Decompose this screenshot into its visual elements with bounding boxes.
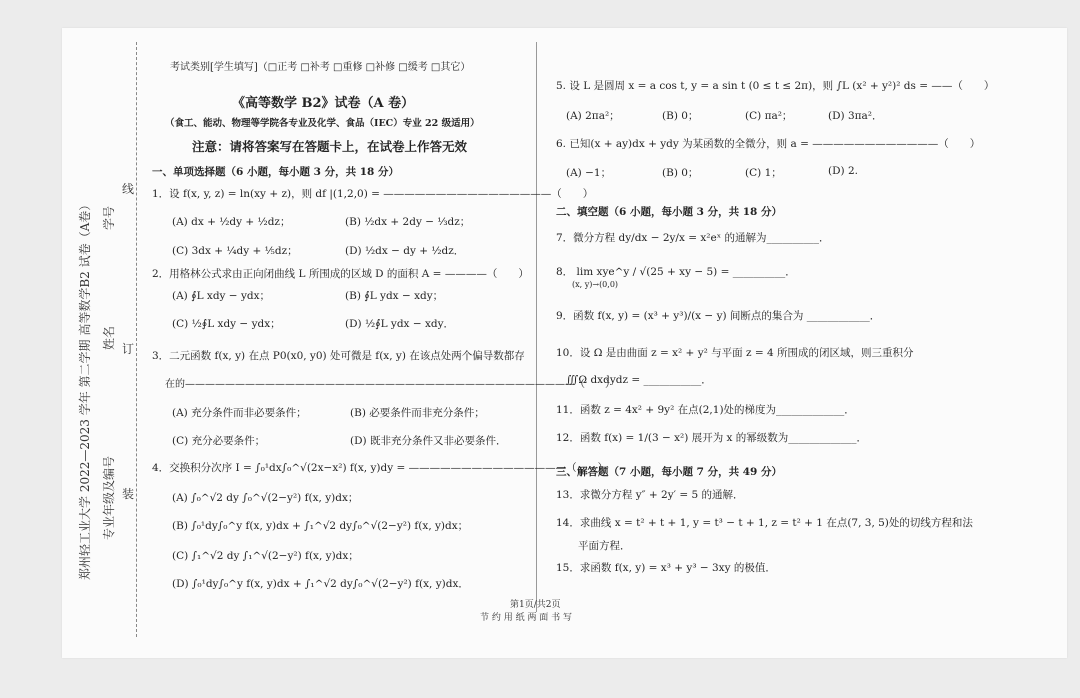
q5-option-c: (C) πa²；: [745, 110, 793, 122]
q1-option-d: (D) ½dx − dy + ½dz．: [345, 245, 465, 257]
q10-text: 10．设 Ω 是由曲面 z = x² + y² 与平面 z = 4 所围成的闭区域，则三重积分: [556, 347, 914, 359]
section2-heading: 二、填空题（6 小题，每小题 3 分，共 18 分）: [556, 206, 783, 218]
q1-text: 1．设 f(x, y, z) = ln(xy + z)，则 df |(1,2,0) = ————————————————（ ）: [152, 188, 594, 200]
section3-heading: 三、解答题（7 小题，每小题 7 分，共 49 分）: [556, 466, 783, 478]
binding-id-label: 学号: [102, 205, 116, 230]
page-number: 第1页/共2页: [510, 600, 561, 610]
column-divider: [536, 42, 537, 612]
q3-option-c: (C) 充分必要条件；: [172, 435, 266, 447]
q2-option-a: (A) ∮L xdy − ydx；: [172, 290, 271, 302]
q2-option-c: (C) ½∮L xdy − ydx；: [172, 318, 281, 330]
q4-option-c: (C) ∫₁^√2 dy ∫₁^√(2−y²) f(x, y)dx；: [172, 550, 359, 562]
q3-text: 3．二元函数 f(x, y) 在点 P0(x0, y0) 处可微是 f(x, y) 在该点处两个偏导数都存: [152, 350, 525, 362]
q4-option-b: (B) ∫₀¹dy∫₀^y f(x, y)dx + ∫₁^√2 dy∫₀^√(2−y²) f(x, y)dx；: [172, 520, 469, 532]
binding-mark-bind: 装: [122, 487, 135, 501]
q12-text: 12．函数 f(x) = 1/(3 − x²) 展开为 x 的幂级数为_____________．: [556, 432, 868, 444]
q3-option-d: (D) 既非充分条件又非必要条件．: [350, 435, 507, 447]
q5-text: 5. 设 L 是圆周 x = a cos t, y = a sin t (0 ≤ t ≤ 2π)，则 ∫L (x² + y²)² ds = ——（ ）: [556, 80, 995, 92]
q5-option-a: (A) 2πa²；: [566, 110, 620, 122]
q14-text-cont: 平面方程．: [578, 540, 631, 552]
q6-option-a: (A) −1；: [566, 167, 612, 179]
q9-text: 9．函数 f(x, y) = (x³ + y³)/(x − y) 间断点的集合为 ____________．: [556, 310, 881, 322]
footer-slogan: 节 约 用 纸 两 面 书 写: [480, 613, 573, 623]
q2-option-b: (B) ∮L ydx − xdy；: [345, 290, 444, 302]
exam-notice: 注意：请将答案写在答题卡上，在试卷上作答无效: [192, 139, 468, 154]
binding-cut-line: [136, 42, 138, 637]
q8-limit-sub: (x, y)→(0,0): [572, 280, 619, 289]
q3-option-b: (B) 必要条件而非充分条件；: [350, 407, 485, 419]
q3-option-a: (A) 充分条件而非必要条件；: [172, 407, 307, 419]
q1-option-c: (C) 3dx + ¼dy + ⅕dz；: [172, 245, 298, 257]
q15-text: 15．求函数 f(x, y) = x³ + y³ − 3xy 的极值．: [556, 562, 776, 574]
section1-heading: 一、单项选择题（6 小题，每小题 3 分，共 18 分）: [152, 166, 400, 178]
q5-option-b: (B) 0；: [662, 110, 699, 122]
q6-text: 6. 已知(x + ay)dx + ydy 为某函数的全微分，则 a = ————————————（ ）: [556, 138, 981, 150]
binding-major-line: 专业年级及编号: [102, 455, 116, 540]
q10-text-cont: ∭Ω dxdydz = ___________．: [566, 374, 712, 386]
q8-text: 8． lim xye^y / √(25 + xy − 5) = __________．: [556, 266, 796, 278]
q5-option-d: (D) 3πa²．: [828, 110, 883, 122]
q6-option-b: (B) 0；: [662, 167, 699, 179]
exam-title: 《高等数学 B2》试卷（A 卷）: [232, 96, 415, 111]
binding-mark-line: 线: [122, 182, 135, 196]
exam-type: 考试类别[学生填写]（□正考 □补考 □重修 □补修 □缓考 □其它）: [170, 62, 471, 73]
q4-text: 4．交换积分次序 I = ∫₀¹dx∫₀^√(2x−x²) f(x, y)dy = ———————————————（ ）: [152, 462, 609, 474]
q6-option-c: (C) 1；: [745, 167, 782, 179]
binding-mark-order: 订: [122, 342, 135, 356]
q1-option-a: (A) dx + ½dy + ½dz；: [172, 216, 291, 228]
q4-option-a: (A) ∫₀^√2 dy ∫₀^√(2−y²) f(x, y)dx；: [172, 492, 359, 504]
q2-option-d: (D) ½∮L ydx − xdy．: [345, 318, 455, 330]
q4-option-d: (D) ∫₀¹dy∫₀^y f(x, y)dx + ∫₁^√2 dy∫₀^√(2−y²) f(x, y)dx．: [172, 578, 469, 590]
binding-name-label: 姓名: [102, 325, 116, 350]
q1-option-b: (B) ½dx + 2dy − ⅓dz；: [345, 216, 471, 228]
q14-text: 14．求曲线 x = t² + t + 1, y = t³ − t + 1, z = t² + 1 在点(7, 3, 5)处的切线方程和法: [556, 517, 973, 529]
q11-text: 11．函数 z = 4x² + 9y² 在点(2,1)处的梯度为_____________．: [556, 404, 855, 416]
q6-option-d: (D) 2.: [828, 165, 858, 177]
q7-text: 7．微分方程 dy/dx − 2y/x = x²eˣ 的通解为__________．: [556, 232, 830, 244]
q2-text: 2．用格林公式求由正向闭曲线 L 所围成的区域 D 的面积 A = ————（ ）: [152, 268, 529, 280]
q13-text: 13．求微分方程 y″ + 2y′ = 5 的通解．: [556, 489, 744, 501]
exam-subtitle: （食工、能动、物理等学院各专业及化学、食品（IEC）专业 22 级适用）: [165, 118, 480, 129]
q3-text-cont: 在的———————————————————————————————————————（ ）: [165, 379, 615, 390]
binding-school-line: 郑州轻工业大学 2022—2023 学年 第二学期 高等数学B2 试卷（A卷）: [78, 198, 92, 580]
